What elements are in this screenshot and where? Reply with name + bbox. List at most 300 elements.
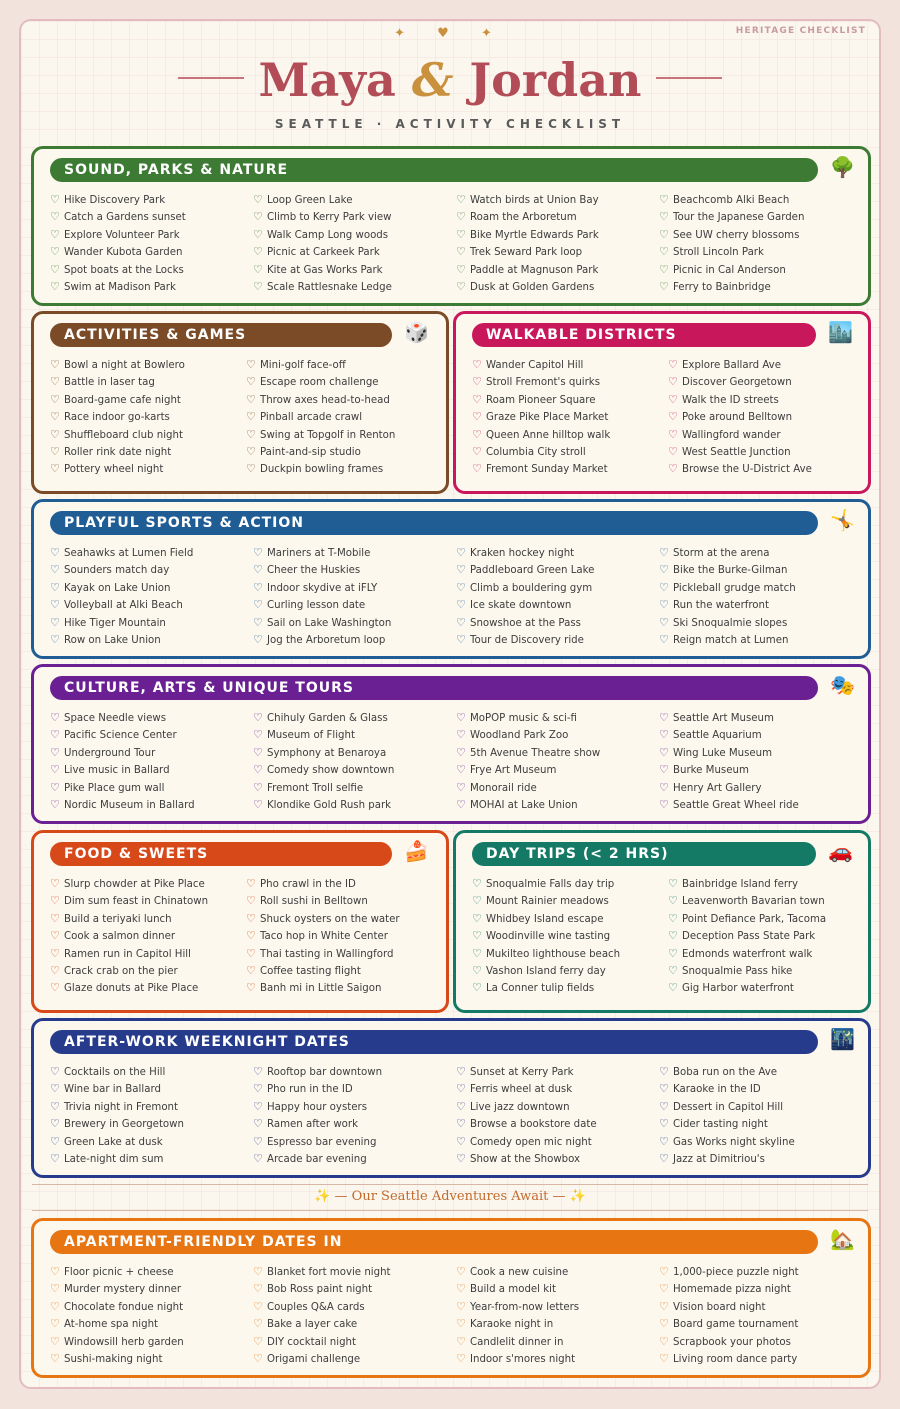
heart-checkbox-icon[interactable]: ♡ <box>50 1099 60 1113</box>
heart-checkbox-icon[interactable]: ♡ <box>456 227 466 241</box>
checklist-item[interactable] <box>456 544 659 561</box>
heart-checkbox-icon[interactable]: ♡ <box>659 1117 669 1131</box>
checklist-item[interactable] <box>456 579 659 596</box>
heart-checkbox-icon[interactable]: ♡ <box>50 763 60 777</box>
heart-checkbox-icon[interactable]: ♡ <box>659 193 669 206</box>
heart-checkbox-icon[interactable]: ♡ <box>472 877 482 890</box>
heart-checkbox-icon[interactable]: ♡ <box>253 1334 263 1348</box>
heart-checkbox-icon[interactable]: ♡ <box>50 210 60 224</box>
checklist-item[interactable] <box>659 761 862 778</box>
checklist-item[interactable] <box>472 962 668 979</box>
checklist-item[interactable] <box>456 561 659 578</box>
heart-checkbox-icon[interactable]: ♡ <box>253 193 263 206</box>
checklist-item[interactable] <box>246 979 442 996</box>
checklist-item[interactable] <box>50 1315 253 1332</box>
heart-checkbox-icon[interactable]: ♡ <box>659 615 669 629</box>
checklist-item[interactable] <box>668 892 864 909</box>
checklist-item[interactable] <box>253 226 456 243</box>
checklist-item[interactable] <box>668 356 864 373</box>
checklist-item[interactable] <box>668 945 864 962</box>
heart-checkbox-icon[interactable]: ♡ <box>456 1134 466 1148</box>
checklist-item[interactable] <box>253 1133 456 1150</box>
checklist-item[interactable] <box>472 408 668 425</box>
heart-checkbox-icon[interactable]: ♡ <box>50 1117 60 1131</box>
checklist-item[interactable] <box>456 614 659 631</box>
checklist-item[interactable] <box>246 927 442 944</box>
heart-checkbox-icon[interactable]: ♡ <box>253 546 263 559</box>
heart-checkbox-icon[interactable]: ♡ <box>456 632 466 646</box>
heart-checkbox-icon[interactable]: ♡ <box>253 1099 263 1113</box>
heart-checkbox-icon[interactable]: ♡ <box>50 1065 60 1078</box>
checklist-item[interactable] <box>50 945 246 962</box>
checklist-item[interactable] <box>253 1350 456 1367</box>
heart-checkbox-icon[interactable]: ♡ <box>253 1134 263 1148</box>
checklist-item[interactable] <box>456 1263 659 1280</box>
heart-checkbox-icon[interactable]: ♡ <box>456 780 466 794</box>
checklist-item[interactable] <box>472 910 668 927</box>
checklist-item[interactable] <box>659 726 862 743</box>
checklist-item[interactable] <box>50 927 246 944</box>
heart-checkbox-icon[interactable]: ♡ <box>50 245 60 259</box>
heart-checkbox-icon[interactable]: ♡ <box>456 1334 466 1348</box>
heart-checkbox-icon[interactable]: ♡ <box>659 1065 669 1078</box>
heart-checkbox-icon[interactable]: ♡ <box>659 1265 669 1278</box>
checklist-item[interactable] <box>659 1315 862 1332</box>
heart-checkbox-icon[interactable]: ♡ <box>50 580 60 594</box>
heart-checkbox-icon[interactable]: ♡ <box>253 1282 263 1296</box>
heart-checkbox-icon[interactable]: ♡ <box>253 1317 263 1331</box>
checklist-item[interactable] <box>253 1115 456 1132</box>
checklist-item[interactable] <box>50 910 246 927</box>
checklist-item[interactable] <box>50 1098 253 1115</box>
checklist-item[interactable] <box>659 1133 862 1150</box>
heart-checkbox-icon[interactable]: ♡ <box>456 563 466 577</box>
heart-checkbox-icon[interactable]: ♡ <box>659 580 669 594</box>
heart-checkbox-icon[interactable]: ♡ <box>253 615 263 629</box>
heart-checkbox-icon[interactable]: ♡ <box>659 763 669 777</box>
heart-checkbox-icon[interactable]: ♡ <box>253 580 263 594</box>
heart-checkbox-icon[interactable]: ♡ <box>659 711 669 724</box>
heart-checkbox-icon[interactable]: ♡ <box>50 780 60 794</box>
checklist-item[interactable] <box>253 1315 456 1332</box>
checklist-item[interactable] <box>50 544 253 561</box>
checklist-item[interactable] <box>253 1298 456 1315</box>
heart-checkbox-icon[interactable]: ♡ <box>246 963 256 977</box>
checklist-item[interactable] <box>253 596 456 613</box>
heart-checkbox-icon[interactable]: ♡ <box>50 358 60 371</box>
checklist-item[interactable] <box>668 373 864 390</box>
checklist-item[interactable] <box>659 191 862 208</box>
checklist-item[interactable] <box>253 796 456 813</box>
heart-checkbox-icon[interactable]: ♡ <box>456 580 466 594</box>
checklist-item[interactable] <box>659 1098 862 1115</box>
checklist-item[interactable] <box>253 631 456 648</box>
checklist-item[interactable] <box>659 1080 862 1097</box>
heart-checkbox-icon[interactable]: ♡ <box>668 392 678 406</box>
checklist-item[interactable] <box>50 1350 253 1367</box>
heart-checkbox-icon[interactable]: ♡ <box>50 929 60 943</box>
heart-checkbox-icon[interactable]: ♡ <box>50 563 60 577</box>
heart-checkbox-icon[interactable]: ♡ <box>253 728 263 742</box>
checklist-item[interactable] <box>659 1063 862 1080</box>
checklist-item[interactable] <box>50 261 253 278</box>
checklist-item[interactable] <box>253 1263 456 1280</box>
checklist-item[interactable] <box>253 779 456 796</box>
heart-checkbox-icon[interactable]: ♡ <box>246 929 256 943</box>
heart-checkbox-icon[interactable]: ♡ <box>472 894 482 908</box>
checklist-item[interactable] <box>253 208 456 225</box>
heart-checkbox-icon[interactable]: ♡ <box>659 1317 669 1331</box>
checklist-item[interactable] <box>246 945 442 962</box>
heart-checkbox-icon[interactable]: ♡ <box>472 392 482 406</box>
checklist-item[interactable] <box>50 579 253 596</box>
checklist-item[interactable] <box>50 356 246 373</box>
checklist-item[interactable] <box>668 875 864 892</box>
heart-checkbox-icon[interactable]: ♡ <box>246 911 256 925</box>
heart-checkbox-icon[interactable]: ♡ <box>253 563 263 577</box>
checklist-item[interactable] <box>659 1333 862 1350</box>
checklist-item[interactable] <box>50 962 246 979</box>
checklist-item[interactable] <box>246 373 442 390</box>
heart-checkbox-icon[interactable]: ♡ <box>659 210 669 224</box>
heart-checkbox-icon[interactable]: ♡ <box>50 894 60 908</box>
heart-checkbox-icon[interactable]: ♡ <box>456 745 466 759</box>
checklist-item[interactable] <box>50 709 253 726</box>
heart-checkbox-icon[interactable]: ♡ <box>456 1082 466 1096</box>
heart-checkbox-icon[interactable]: ♡ <box>50 546 60 559</box>
checklist-item[interactable] <box>253 726 456 743</box>
heart-checkbox-icon[interactable]: ♡ <box>246 392 256 406</box>
checklist-item[interactable] <box>659 208 862 225</box>
heart-checkbox-icon[interactable]: ♡ <box>50 711 60 724</box>
checklist-item[interactable] <box>50 1115 253 1132</box>
heart-checkbox-icon[interactable]: ♡ <box>659 563 669 577</box>
checklist-item[interactable] <box>246 875 442 892</box>
checklist-item[interactable] <box>472 391 668 408</box>
heart-checkbox-icon[interactable]: ♡ <box>50 981 60 995</box>
checklist-item[interactable] <box>659 796 862 813</box>
checklist-item[interactable] <box>50 596 253 613</box>
checklist-item[interactable] <box>50 226 253 243</box>
heart-checkbox-icon[interactable]: ♡ <box>253 797 263 811</box>
checklist-item[interactable] <box>456 596 659 613</box>
checklist-item[interactable] <box>253 261 456 278</box>
checklist-item[interactable] <box>472 875 668 892</box>
heart-checkbox-icon[interactable]: ♡ <box>668 444 678 458</box>
heart-checkbox-icon[interactable]: ♡ <box>50 1265 60 1278</box>
heart-checkbox-icon[interactable]: ♡ <box>456 1151 466 1165</box>
checklist-item[interactable] <box>50 1133 253 1150</box>
checklist-item[interactable] <box>253 243 456 260</box>
checklist-item[interactable] <box>253 709 456 726</box>
checklist-item[interactable] <box>456 709 659 726</box>
checklist-item[interactable] <box>659 278 862 295</box>
heart-checkbox-icon[interactable]: ♡ <box>50 745 60 759</box>
heart-checkbox-icon[interactable]: ♡ <box>472 444 482 458</box>
heart-checkbox-icon[interactable]: ♡ <box>472 427 482 441</box>
checklist-item[interactable] <box>50 875 246 892</box>
checklist-item[interactable] <box>472 945 668 962</box>
checklist-item[interactable] <box>253 761 456 778</box>
heart-checkbox-icon[interactable]: ♡ <box>50 911 60 925</box>
checklist-item[interactable] <box>456 1080 659 1097</box>
heart-checkbox-icon[interactable]: ♡ <box>253 1151 263 1165</box>
heart-checkbox-icon[interactable]: ♡ <box>668 981 678 995</box>
checklist-item[interactable] <box>472 892 668 909</box>
checklist-item[interactable] <box>253 544 456 561</box>
heart-checkbox-icon[interactable]: ♡ <box>50 392 60 406</box>
heart-checkbox-icon[interactable]: ♡ <box>456 615 466 629</box>
checklist-item[interactable] <box>50 892 246 909</box>
heart-checkbox-icon[interactable]: ♡ <box>50 1317 60 1331</box>
checklist-item[interactable] <box>659 631 862 648</box>
heart-checkbox-icon[interactable]: ♡ <box>659 797 669 811</box>
checklist-item[interactable] <box>659 1298 862 1315</box>
heart-checkbox-icon[interactable]: ♡ <box>668 911 678 925</box>
checklist-item[interactable] <box>668 408 864 425</box>
heart-checkbox-icon[interactable]: ♡ <box>246 894 256 908</box>
checklist-item[interactable] <box>456 208 659 225</box>
heart-checkbox-icon[interactable]: ♡ <box>659 745 669 759</box>
heart-checkbox-icon[interactable]: ♡ <box>246 946 256 960</box>
heart-checkbox-icon[interactable]: ♡ <box>246 375 256 389</box>
checklist-item[interactable] <box>50 391 246 408</box>
checklist-item[interactable] <box>50 408 246 425</box>
heart-checkbox-icon[interactable]: ♡ <box>50 227 60 241</box>
checklist-item[interactable] <box>456 631 659 648</box>
checklist-item[interactable] <box>253 744 456 761</box>
heart-checkbox-icon[interactable]: ♡ <box>456 1065 466 1078</box>
heart-checkbox-icon[interactable]: ♡ <box>659 1299 669 1313</box>
checklist-item[interactable] <box>253 579 456 596</box>
checklist-item[interactable] <box>246 892 442 909</box>
heart-checkbox-icon[interactable]: ♡ <box>668 462 678 476</box>
checklist-item[interactable] <box>456 1115 659 1132</box>
heart-checkbox-icon[interactable]: ♡ <box>253 210 263 224</box>
heart-checkbox-icon[interactable]: ♡ <box>659 227 669 241</box>
heart-checkbox-icon[interactable]: ♡ <box>668 410 678 424</box>
heart-checkbox-icon[interactable]: ♡ <box>659 1334 669 1348</box>
heart-checkbox-icon[interactable]: ♡ <box>668 375 678 389</box>
heart-checkbox-icon[interactable]: ♡ <box>456 1351 466 1365</box>
heart-checkbox-icon[interactable]: ♡ <box>472 375 482 389</box>
heart-checkbox-icon[interactable]: ♡ <box>253 1299 263 1313</box>
heart-checkbox-icon[interactable]: ♡ <box>50 193 60 206</box>
heart-checkbox-icon[interactable]: ♡ <box>50 1282 60 1296</box>
heart-checkbox-icon[interactable]: ♡ <box>472 981 482 995</box>
checklist-item[interactable] <box>50 191 253 208</box>
heart-checkbox-icon[interactable]: ♡ <box>253 1082 263 1096</box>
checklist-item[interactable] <box>659 243 862 260</box>
heart-checkbox-icon[interactable]: ♡ <box>50 598 60 612</box>
heart-checkbox-icon[interactable]: ♡ <box>456 1299 466 1313</box>
checklist-item[interactable] <box>253 1080 456 1097</box>
heart-checkbox-icon[interactable]: ♡ <box>50 1299 60 1313</box>
heart-checkbox-icon[interactable]: ♡ <box>253 227 263 241</box>
checklist-item[interactable] <box>668 927 864 944</box>
heart-checkbox-icon[interactable]: ♡ <box>456 728 466 742</box>
checklist-item[interactable] <box>246 426 442 443</box>
heart-checkbox-icon[interactable]: ♡ <box>668 358 678 371</box>
heart-checkbox-icon[interactable]: ♡ <box>456 279 466 293</box>
checklist-item[interactable] <box>456 278 659 295</box>
checklist-item[interactable] <box>50 1080 253 1097</box>
checklist-item[interactable] <box>456 1350 659 1367</box>
checklist-item[interactable] <box>456 761 659 778</box>
checklist-item[interactable] <box>456 1133 659 1150</box>
checklist-item[interactable] <box>659 1350 862 1367</box>
heart-checkbox-icon[interactable]: ♡ <box>456 1282 466 1296</box>
heart-checkbox-icon[interactable]: ♡ <box>50 946 60 960</box>
checklist-item[interactable] <box>456 1298 659 1315</box>
heart-checkbox-icon[interactable]: ♡ <box>659 1151 669 1165</box>
checklist-item[interactable] <box>456 226 659 243</box>
checklist-item[interactable] <box>50 426 246 443</box>
heart-checkbox-icon[interactable]: ♡ <box>246 410 256 424</box>
checklist-item[interactable] <box>246 910 442 927</box>
heart-checkbox-icon[interactable]: ♡ <box>659 279 669 293</box>
heart-checkbox-icon[interactable]: ♡ <box>246 462 256 476</box>
heart-checkbox-icon[interactable]: ♡ <box>50 410 60 424</box>
checklist-item[interactable] <box>659 544 862 561</box>
checklist-item[interactable] <box>456 191 659 208</box>
heart-checkbox-icon[interactable]: ♡ <box>659 780 669 794</box>
heart-checkbox-icon[interactable]: ♡ <box>50 1351 60 1365</box>
checklist-item[interactable] <box>253 1098 456 1115</box>
checklist-item[interactable] <box>50 631 253 648</box>
heart-checkbox-icon[interactable]: ♡ <box>668 963 678 977</box>
heart-checkbox-icon[interactable]: ♡ <box>472 410 482 424</box>
heart-checkbox-icon[interactable]: ♡ <box>50 1334 60 1348</box>
checklist-item[interactable] <box>246 391 442 408</box>
checklist-item[interactable] <box>253 614 456 631</box>
checklist-item[interactable] <box>456 779 659 796</box>
checklist-item[interactable] <box>50 614 253 631</box>
checklist-item[interactable] <box>659 1115 862 1132</box>
heart-checkbox-icon[interactable]: ♡ <box>253 745 263 759</box>
checklist-item[interactable] <box>659 261 862 278</box>
heart-checkbox-icon[interactable]: ♡ <box>50 427 60 441</box>
heart-checkbox-icon[interactable]: ♡ <box>659 1282 669 1296</box>
checklist-item[interactable] <box>659 561 862 578</box>
heart-checkbox-icon[interactable]: ♡ <box>253 598 263 612</box>
heart-checkbox-icon[interactable]: ♡ <box>668 427 678 441</box>
heart-checkbox-icon[interactable]: ♡ <box>253 1265 263 1278</box>
checklist-item[interactable] <box>668 910 864 927</box>
heart-checkbox-icon[interactable]: ♡ <box>659 1351 669 1365</box>
heart-checkbox-icon[interactable]: ♡ <box>253 632 263 646</box>
heart-checkbox-icon[interactable]: ♡ <box>668 929 678 943</box>
checklist-item[interactable] <box>50 1263 253 1280</box>
checklist-item[interactable] <box>472 443 668 460</box>
heart-checkbox-icon[interactable]: ♡ <box>50 1134 60 1148</box>
heart-checkbox-icon[interactable]: ♡ <box>246 877 256 890</box>
heart-checkbox-icon[interactable]: ♡ <box>659 598 669 612</box>
checklist-item[interactable] <box>50 761 253 778</box>
heart-checkbox-icon[interactable]: ♡ <box>456 210 466 224</box>
heart-checkbox-icon[interactable]: ♡ <box>50 963 60 977</box>
heart-checkbox-icon[interactable]: ♡ <box>659 1082 669 1096</box>
checklist-item[interactable] <box>50 779 253 796</box>
heart-checkbox-icon[interactable]: ♡ <box>253 1117 263 1131</box>
checklist-item[interactable] <box>246 460 442 477</box>
heart-checkbox-icon[interactable]: ♡ <box>472 963 482 977</box>
checklist-item[interactable] <box>50 1280 253 1297</box>
checklist-item[interactable] <box>50 373 246 390</box>
checklist-item[interactable] <box>456 1333 659 1350</box>
heart-checkbox-icon[interactable]: ♡ <box>50 615 60 629</box>
heart-checkbox-icon[interactable]: ♡ <box>253 780 263 794</box>
heart-checkbox-icon[interactable]: ♡ <box>456 1317 466 1331</box>
checklist-item[interactable] <box>456 1280 659 1297</box>
heart-checkbox-icon[interactable]: ♡ <box>50 375 60 389</box>
heart-checkbox-icon[interactable]: ♡ <box>456 193 466 206</box>
checklist-item[interactable] <box>659 596 862 613</box>
heart-checkbox-icon[interactable]: ♡ <box>668 946 678 960</box>
checklist-item[interactable] <box>668 426 864 443</box>
heart-checkbox-icon[interactable]: ♡ <box>659 632 669 646</box>
checklist-item[interactable] <box>50 744 253 761</box>
heart-checkbox-icon[interactable]: ♡ <box>253 763 263 777</box>
heart-checkbox-icon[interactable]: ♡ <box>253 279 263 293</box>
checklist-item[interactable] <box>50 979 246 996</box>
heart-checkbox-icon[interactable]: ♡ <box>50 262 60 276</box>
checklist-item[interactable] <box>456 1063 659 1080</box>
checklist-item[interactable] <box>456 744 659 761</box>
checklist-item[interactable] <box>659 226 862 243</box>
checklist-item[interactable] <box>50 726 253 743</box>
checklist-item[interactable] <box>456 1315 659 1332</box>
heart-checkbox-icon[interactable]: ♡ <box>50 728 60 742</box>
heart-checkbox-icon[interactable]: ♡ <box>668 877 678 890</box>
checklist-item[interactable] <box>50 1298 253 1315</box>
heart-checkbox-icon[interactable]: ♡ <box>472 358 482 371</box>
checklist-item[interactable] <box>246 962 442 979</box>
heart-checkbox-icon[interactable]: ♡ <box>659 1134 669 1148</box>
checklist-item[interactable] <box>253 1280 456 1297</box>
heart-checkbox-icon[interactable]: ♡ <box>456 1265 466 1278</box>
checklist-item[interactable] <box>668 443 864 460</box>
heart-checkbox-icon[interactable]: ♡ <box>668 894 678 908</box>
checklist-item[interactable] <box>50 208 253 225</box>
checklist-item[interactable] <box>472 373 668 390</box>
heart-checkbox-icon[interactable]: ♡ <box>246 427 256 441</box>
heart-checkbox-icon[interactable]: ♡ <box>456 245 466 259</box>
heart-checkbox-icon[interactable]: ♡ <box>456 546 466 559</box>
heart-checkbox-icon[interactable]: ♡ <box>456 262 466 276</box>
checklist-item[interactable] <box>659 1280 862 1297</box>
heart-checkbox-icon[interactable]: ♡ <box>456 797 466 811</box>
checklist-item[interactable] <box>659 779 862 796</box>
checklist-item[interactable] <box>668 979 864 996</box>
heart-checkbox-icon[interactable]: ♡ <box>246 358 256 371</box>
checklist-item[interactable] <box>253 1150 456 1167</box>
checklist-item[interactable] <box>50 1150 253 1167</box>
checklist-item[interactable] <box>50 1333 253 1350</box>
heart-checkbox-icon[interactable]: ♡ <box>456 711 466 724</box>
checklist-item[interactable] <box>50 460 246 477</box>
checklist-item[interactable] <box>50 243 253 260</box>
heart-checkbox-icon[interactable]: ♡ <box>50 279 60 293</box>
heart-checkbox-icon[interactable]: ♡ <box>659 728 669 742</box>
heart-checkbox-icon[interactable]: ♡ <box>253 1065 263 1078</box>
heart-checkbox-icon[interactable]: ♡ <box>659 546 669 559</box>
checklist-item[interactable] <box>50 561 253 578</box>
heart-checkbox-icon[interactable]: ♡ <box>659 245 669 259</box>
heart-checkbox-icon[interactable]: ♡ <box>456 1099 466 1113</box>
checklist-item[interactable] <box>659 744 862 761</box>
checklist-item[interactable] <box>668 391 864 408</box>
